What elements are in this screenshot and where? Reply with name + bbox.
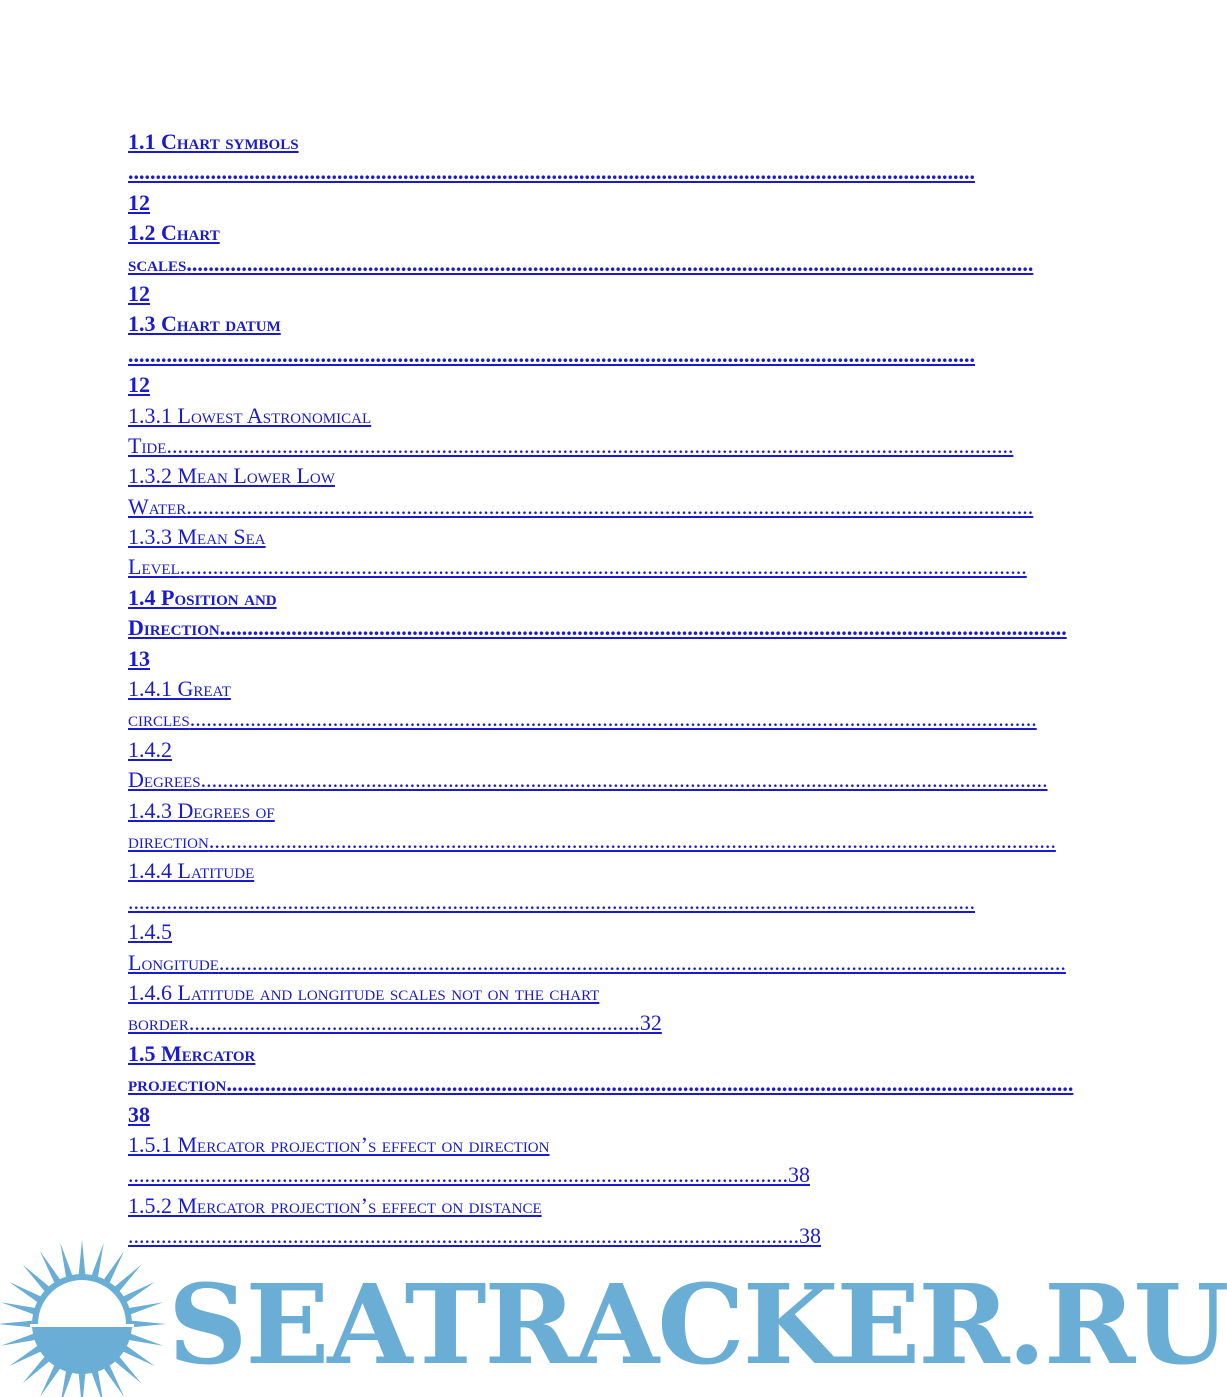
toc-entry-title: 1.3 Chart datum <box>128 311 281 337</box>
toc-leader: ..........................................................................................................................38 <box>128 1223 821 1249</box>
toc-entry-title-part: projection <box>128 1071 227 1097</box>
toc-entry-title-cont: Level.......................................................................................................................................................... <box>128 554 1027 580</box>
toc-entry-title-cont: Tide.......................................................................................................................................................... <box>128 432 1014 458</box>
toc-page-number: 38 <box>128 1101 150 1127</box>
toc-entry-1-5-1[interactable] <box>128 1130 953 1191</box>
sun-ray <box>130 1321 166 1328</box>
toc-entry-1-4-1[interactable] <box>128 674 1037 735</box>
toc-entry-title-part: Direction <box>128 615 220 641</box>
toc-entry-title-part: border <box>128 1010 189 1036</box>
sun-ray <box>0 1321 34 1328</box>
toc-entry-title-part: direction <box>128 827 209 853</box>
toc-entry-title-cont: direction.......................................................................................................................................................... <box>128 827 1056 853</box>
toc-page-number: 38 <box>788 1162 810 1188</box>
toc-entry-title-cont: Longitude.......................................................................................................................................................... <box>128 949 1066 975</box>
toc-entry-title: 1.4.2 <box>128 736 172 762</box>
toc-entry-title: 1.3.1 Lowest Astronomical <box>128 402 372 428</box>
toc-entry-title-cont: projection.......................................................................................................................................................... <box>128 1071 1074 1097</box>
toc-entry-title: 1.1 Chart symbols <box>128 129 299 154</box>
toc-entry-title-cont: Degrees.......................................................................................................................................................... <box>128 767 1048 793</box>
toc-entry-title: 1.5 Mercator <box>128 1040 256 1066</box>
toc-entry-1-4-5[interactable] <box>128 917 1066 978</box>
sun-ray <box>127 1333 163 1346</box>
toc-leader: ........................................................................................................................38 <box>128 1162 810 1188</box>
sun-ray <box>113 1355 141 1383</box>
toc-page-number: 13 <box>128 645 150 671</box>
toc-entry-title-cont: scales.......................................................................................................................................................... <box>128 250 1034 276</box>
sun-ray <box>103 1251 124 1284</box>
toc-entry-title-part: Longitude <box>128 949 219 975</box>
sun-ray <box>122 1345 155 1366</box>
toc-entry-1-3-1[interactable] <box>128 401 1014 462</box>
toc-page-number: 12 <box>128 372 150 398</box>
sun-ray <box>40 1251 61 1284</box>
toc-entry-title-cont: circles.......................................................................................................................................................... <box>128 706 1037 732</box>
toc-entry-title: 1.4 Position and <box>128 584 277 610</box>
toc-page-number: 12 <box>128 189 150 215</box>
sun-ray <box>91 1369 104 1397</box>
toc-leader: .......................................................................................................................................................... <box>128 341 975 367</box>
toc-entry-title-part: Degrees <box>128 767 201 793</box>
toc-entry-title: 1.4.4 Latitude <box>128 858 255 884</box>
toc-entry-title: 1.4.5 <box>128 919 172 945</box>
toc-page-number: 32 <box>639 1010 662 1036</box>
sun-ray <box>127 1302 163 1315</box>
toc-leader: .......................................................................................................................................................... <box>128 888 975 914</box>
toc-entry-1-4-4[interactable] <box>128 856 975 917</box>
watermark-text: SEATRACKER.RU <box>168 1260 1227 1389</box>
toc-entry-title-cont: Direction.......................................................................................................................................................... <box>128 615 1067 641</box>
sun-ray <box>9 1345 42 1366</box>
sun-ray <box>23 1355 51 1383</box>
toc-entry-title: 1.4.1 Great <box>128 676 231 702</box>
toc-entry-title-part: scales <box>128 250 187 276</box>
sun-ray <box>113 1265 141 1293</box>
sun-ray <box>23 1265 51 1293</box>
sun-ray <box>60 1243 73 1279</box>
toc-leader: .......................................................................................................................................................... <box>128 159 975 185</box>
toc-entry-title: 1.5.2 Mercator projection’s effect on distance <box>128 1192 542 1218</box>
sun-ray <box>103 1364 124 1397</box>
toc-entry-1-4[interactable] <box>128 583 1067 674</box>
toc-entry-title: 1.4.3 Degrees of <box>128 797 275 823</box>
toc-entry-title: 1.4.6 Latitude and longitude scales not on the chart <box>128 979 600 1005</box>
sun-ray <box>60 1369 73 1397</box>
toc-entry-1-3-2[interactable] <box>128 461 1034 522</box>
sun-ray <box>79 1372 86 1397</box>
sun-ray <box>1 1333 37 1346</box>
sun-ray <box>1 1302 37 1315</box>
toc-entry-1-4-6[interactable] <box>128 978 953 1039</box>
toc-entry-1-3[interactable] <box>128 309 975 400</box>
toc-entry-1-2[interactable] <box>128 218 1034 309</box>
sun-ray <box>122 1282 155 1303</box>
toc-entry-title-part: circles <box>128 706 190 732</box>
toc-entry-title: 1.3.2 Mean Lower Low <box>128 463 335 489</box>
toc-entry-1-4-3[interactable] <box>128 796 1056 857</box>
toc-entry-title-cont: border..................................................................................32 <box>128 1010 662 1036</box>
toc-entry-title: 1.3.3 Mean Sea <box>128 524 266 550</box>
sun-ray <box>91 1243 104 1279</box>
toc-entry-title: 1.5.1 Mercator projection’s effect on direction <box>128 1131 550 1157</box>
toc-page-number: 38 <box>799 1223 821 1249</box>
toc-page-number: 12 <box>128 280 150 306</box>
sun-ray <box>79 1240 86 1276</box>
toc-entry-title-part: Water <box>128 493 187 519</box>
toc-entry-title: 1.2 Chart <box>128 220 220 246</box>
sun-icon <box>0 1240 166 1397</box>
sun-ray <box>9 1282 42 1303</box>
sun-ray <box>40 1364 61 1397</box>
toc-entry-1-3-3[interactable] <box>128 522 1027 583</box>
toc-entry-1-4-2[interactable] <box>128 735 1048 796</box>
toc-entry-title-part: Level <box>128 554 180 580</box>
toc-entry-title-cont: Water.......................................................................................................................................................... <box>128 493 1034 519</box>
table-of-contents <box>128 127 1074 1251</box>
toc-entry-title-part: Tide <box>128 432 167 458</box>
toc-entry-1-1[interactable] <box>128 127 975 218</box>
toc-entry-1-5[interactable] <box>128 1039 1074 1130</box>
